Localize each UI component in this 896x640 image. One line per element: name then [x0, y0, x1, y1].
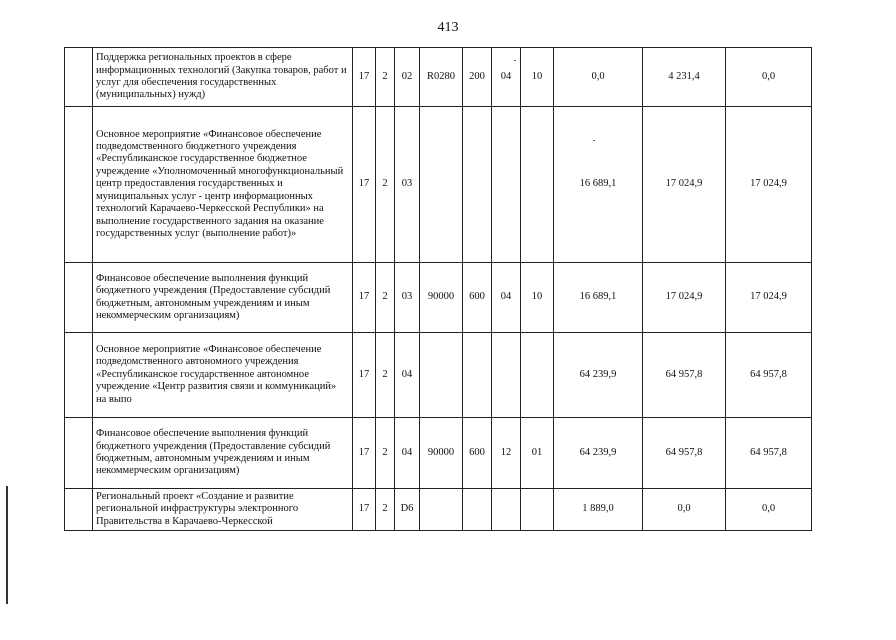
code-cell: 90000: [420, 418, 463, 489]
table-row: [65, 107, 812, 263]
code-cell: 10: [521, 48, 554, 107]
code-cell: [521, 107, 554, 263]
code-cell: 600: [463, 418, 492, 489]
row-name: Региональный проект «Создание и развитие региональной инфраструктуры электронного Правительства в Карачаево-Черкесской: [93, 489, 353, 531]
code-cell: 2: [376, 263, 395, 333]
table-row: [65, 418, 812, 489]
code-cell: [463, 333, 492, 418]
blank-cell: [65, 489, 93, 531]
value-cell: 0,0: [554, 48, 643, 107]
code-cell: 90000: [420, 263, 463, 333]
value-cell: 1 889,0: [554, 489, 643, 531]
code-cell: 2: [376, 48, 395, 107]
scan-speck: [593, 140, 595, 141]
table-row: [65, 333, 812, 418]
code-cell: 17: [353, 489, 376, 531]
code-cell: [420, 333, 463, 418]
blank-cell: [65, 333, 93, 418]
blank-cell: [65, 48, 93, 107]
blank-cell: [65, 263, 93, 333]
code-cell: 17: [353, 107, 376, 263]
value-cell: 0,0: [643, 489, 726, 531]
scan-edge-mark: [6, 486, 8, 604]
code-cell: 17: [353, 48, 376, 107]
scan-speck: [514, 60, 516, 61]
code-cell: 03: [395, 263, 420, 333]
code-cell: R0280: [420, 48, 463, 107]
code-cell: 17: [353, 263, 376, 333]
blank-cell: [65, 418, 93, 489]
blank-cell: [65, 107, 93, 263]
value-cell: 64 957,8: [643, 418, 726, 489]
code-cell: [492, 489, 521, 531]
code-cell: 2: [376, 418, 395, 489]
page-number: 413: [437, 20, 459, 35]
code-cell: 2: [376, 489, 395, 531]
code-cell: [492, 107, 521, 263]
value-cell: 64 239,9: [554, 333, 643, 418]
code-cell: 04: [492, 48, 521, 107]
value-cell: 17 024,9: [726, 263, 812, 333]
row-name: Поддержка региональных проектов в сфере информационных технологий (Закупка товаров, работ и услуг для обеспечения государственных (муниципальных) нужд): [93, 48, 353, 107]
code-cell: 01: [521, 418, 554, 489]
code-cell: 12: [492, 418, 521, 489]
code-cell: 04: [395, 418, 420, 489]
table-row: [65, 489, 812, 531]
code-cell: [521, 333, 554, 418]
row-name: Финансовое обеспечение выполнения функций бюджетного учреждения (Предоставление субсидий бюджетным, автономным учреждениям и иным некоммерческим организациям): [93, 263, 353, 333]
code-cell: [463, 107, 492, 263]
code-cell: [521, 489, 554, 531]
value-cell: 17 024,9: [643, 107, 726, 263]
code-cell: 200: [463, 48, 492, 107]
code-cell: 02: [395, 48, 420, 107]
code-cell: D6: [395, 489, 420, 531]
code-cell: 600: [463, 263, 492, 333]
value-cell: 17 024,9: [726, 107, 812, 263]
code-cell: [492, 333, 521, 418]
value-cell: 17 024,9: [643, 263, 726, 333]
value-cell: 64 239,9: [554, 418, 643, 489]
code-cell: 04: [492, 263, 521, 333]
code-cell: 17: [353, 418, 376, 489]
row-name: Основное мероприятие «Финансовое обеспечение подведомственного бюджетного учреждения «Республиканское государственное бюджетное учреждение «Уполномоченный многофункциональный центр предоставления государственных и муниципальных услуг - центр информационных технологий Карачаево-Черкесской Республики» на выполнение государственного задания на оказание государственных услуг (выполнение работ)»: [93, 107, 353, 263]
value-cell: 64 957,8: [726, 418, 812, 489]
code-cell: 03: [395, 107, 420, 263]
value-cell: 4 231,4: [643, 48, 726, 107]
row-name: Финансовое обеспечение выполнения функций бюджетного учреждения (Предоставление субсидий бюджетным, автономным учреждениям и иным некоммерческим организациям): [93, 418, 353, 489]
row-name: Основное мероприятие «Финансовое обеспечение подведомственного автономного учреждения «Республиканское государственное автономное учреждение «Центр развития связи и коммуникаций» на выпо: [93, 333, 353, 418]
value-cell: 64 957,8: [726, 333, 812, 418]
budget-table: [64, 47, 812, 531]
code-cell: 2: [376, 107, 395, 263]
code-cell: [420, 107, 463, 263]
value-cell: 16 689,1: [554, 263, 643, 333]
value-cell: 0,0: [726, 489, 812, 531]
value-cell: 0,0: [726, 48, 812, 107]
code-cell: 2: [376, 333, 395, 418]
code-cell: 10: [521, 263, 554, 333]
code-cell: 04: [395, 333, 420, 418]
code-cell: 17: [353, 333, 376, 418]
table-row: [65, 263, 812, 333]
code-cell: [420, 489, 463, 531]
value-cell: 64 957,8: [643, 333, 726, 418]
code-cell: [463, 489, 492, 531]
table-row: [65, 48, 812, 107]
value-cell: 16 689,1: [554, 107, 643, 263]
